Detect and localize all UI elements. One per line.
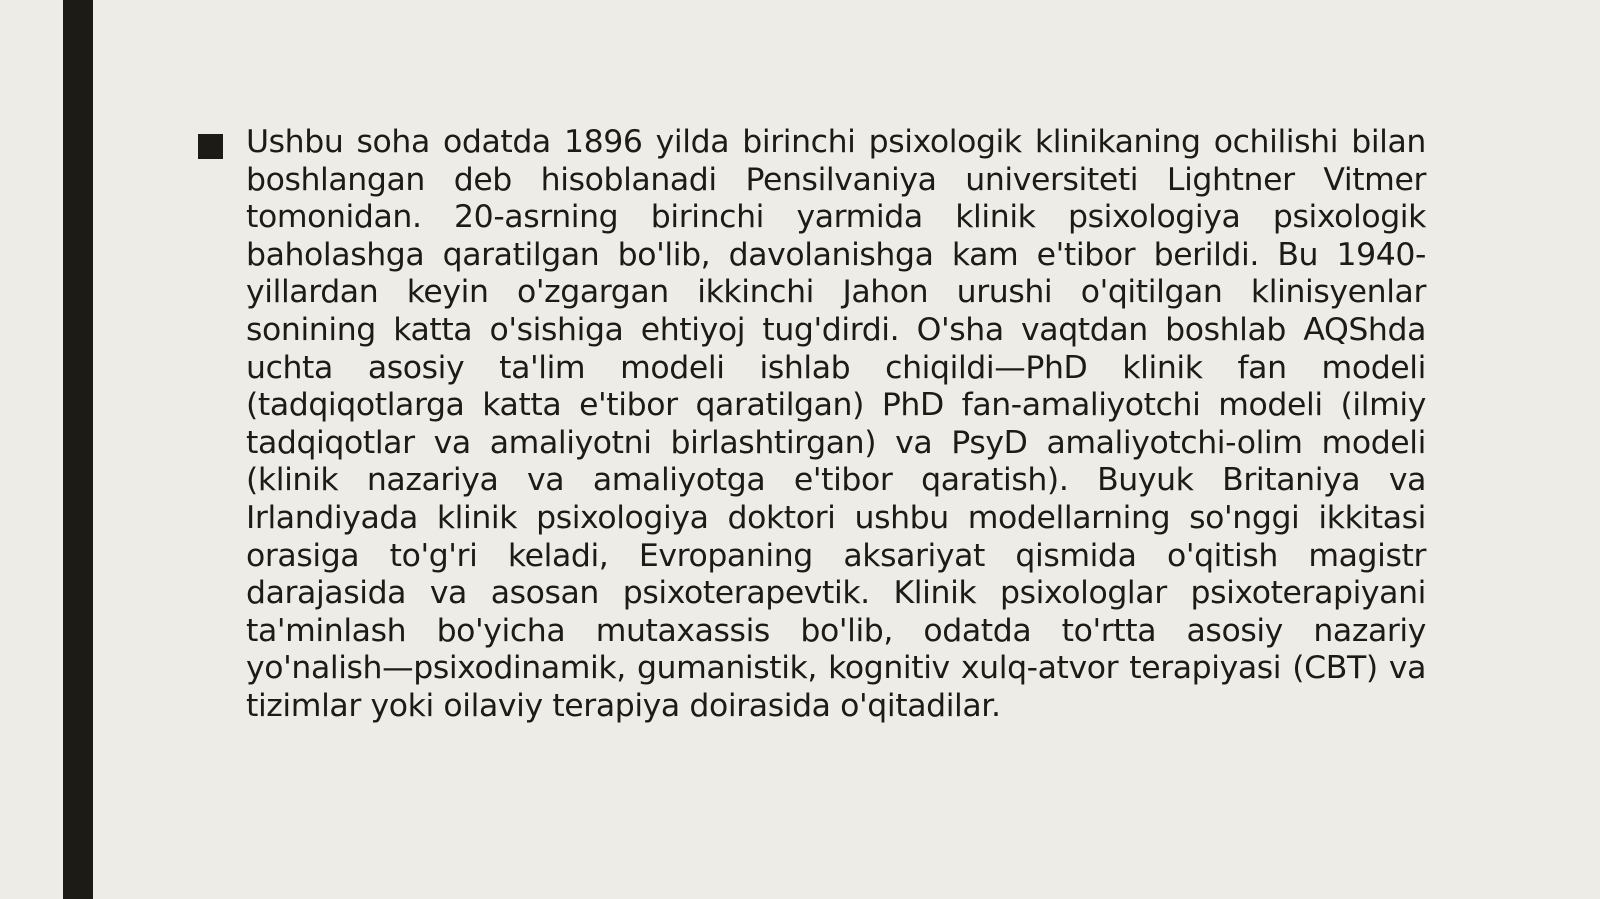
bullet-item (198, 124, 1426, 726)
square-bullet-icon (198, 134, 223, 159)
bullet-text: Ushbu soha odatda 1896 yilda birinchi psixologik klinikaning ochilishi bilan boshlangan deb hisoblanadi Pensilvaniya universiteti Lightner Vitmer tomonidan. 20-asrning birinchi yarmida klinik psixologiya psixologik baholashga qaratilgan bo'lib, davolanishga kam e'tibor berildi. Bu 1940-yillardan keyin o'zgargan ikkinchi Jahon urushi o'qitilgan klinisyenlar sonining katta o'sishiga ehtiyoj tug'dirdi. O'sha vaqtdan boshlab AQShda uchta asosiy ta'lim modeli ishlab chiqildi—PhD klinik fan modeli (tadqiqotlarga katta e'tibor qaratilgan) PhD fan-amaliyotchi modeli (ilmiy tadqiqotlar va amaliyotni birlashtirgan) va PsyD amaliyotchi-olim modeli (klinik nazariya va amaliyotga e'tibor qaratish). Buyuk Britaniya va Irlandiyada klinik psixologiya doktori ushbu modellarning so'nggi ikkitasi orasiga to'g'ri keladi, Evropaning aksariyat qismida o'qitish magistr darajasida va asosan psixoterapevtik. Klinik psixologlar psixoterapiyani ta'minlash bo'yicha mutaxassis bo'lib, odatda to'rtta asosiy nazariy yo'nalish—psixodinamik, gumanistik, kognitiv xulq-atvor terapiyasi (CBT) va tizimlar yoki oilaviy terapiya doirasida o'qitadilar. (246, 124, 1426, 724)
slide-content (198, 124, 1426, 726)
side-accent-bar (63, 0, 93, 899)
